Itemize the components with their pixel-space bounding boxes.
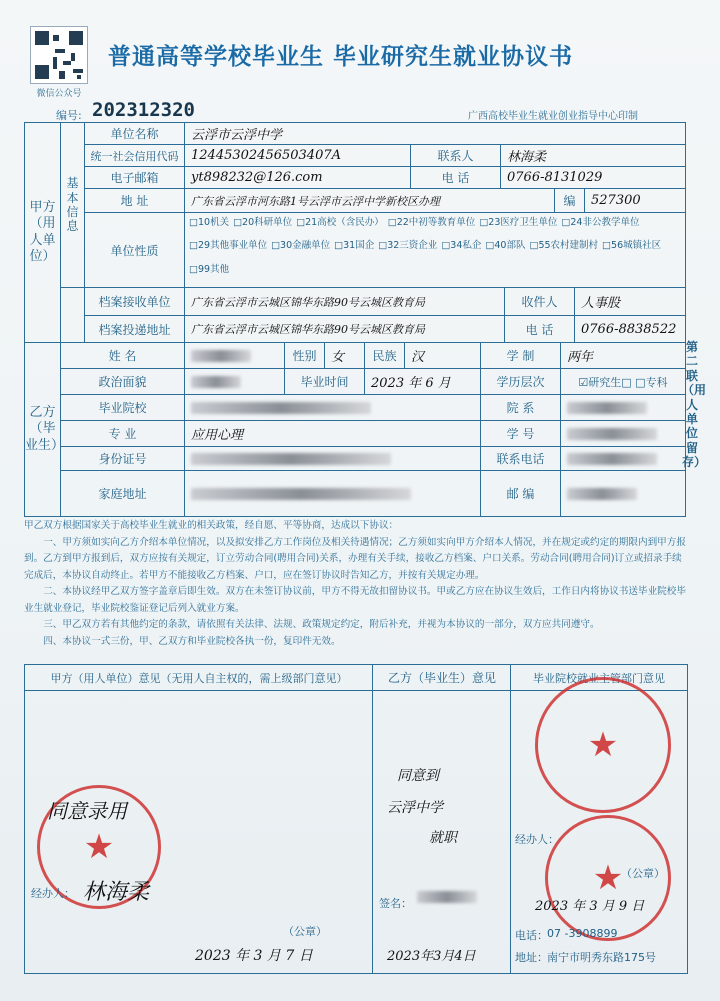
unit-name-value: 云浮市云浮中学 xyxy=(185,123,685,145)
major-value: 应用心理 xyxy=(185,421,481,447)
school-address-label: 地址： xyxy=(515,951,548,964)
unit-nature-option: □55农村建制村 xyxy=(529,240,599,252)
school-address: 南宁市明秀东路175号 xyxy=(547,951,656,964)
basic-info-label: 基本信息 xyxy=(61,123,85,288)
degree-label: 学历层次 xyxy=(481,369,561,395)
archive-address-label: 档案投递地址 xyxy=(85,316,185,343)
duration-label: 学 制 xyxy=(481,343,561,369)
id-value-redacted xyxy=(185,447,481,471)
duration-value: 两年 xyxy=(561,343,685,369)
archive-unit-value: 广东省云浮市云城区锦华东路90号云城区教育局 xyxy=(185,288,505,316)
party-a-handler-label: 经办人： xyxy=(31,887,75,900)
qr-code-icon xyxy=(30,26,88,84)
email-value: yt898232@126.com xyxy=(185,167,411,189)
phone-label: 电 话 xyxy=(411,167,501,189)
credit-code-label: 统一社会信用代码 xyxy=(85,145,185,167)
school-value-redacted xyxy=(185,395,481,421)
name-value-redacted xyxy=(185,343,285,369)
zip-value-redacted xyxy=(561,471,685,516)
unit-nature-option: □56城镇社区 xyxy=(602,240,662,252)
address-value: 广东省云浮市河东路1号云浮市云浮中学新校区办理 xyxy=(185,189,555,213)
political-label: 政治面貌 xyxy=(61,369,185,395)
party-b-date: 2023年3月4日 xyxy=(387,949,476,964)
school-seal-icon: ★ xyxy=(535,677,671,813)
school-phone: 07 -3908899 xyxy=(547,927,618,940)
contact-value: 林海柔 xyxy=(501,145,685,167)
printer-note: 广西高校毕业生就业创业指导中心印制 xyxy=(468,111,638,122)
postcode-label: 编 xyxy=(555,189,585,213)
credit-code-value: 12445302456503407A xyxy=(185,145,411,167)
home-value-redacted xyxy=(185,471,481,516)
copy-note: 第二联（用人单位留存） xyxy=(682,340,707,470)
party-b-signature-redacted xyxy=(417,889,477,907)
signature-table xyxy=(24,664,688,974)
major-label: 专 业 xyxy=(61,421,185,447)
qr-caption: 微信公众号 xyxy=(36,89,82,99)
home-label: 家庭地址 xyxy=(61,471,185,516)
receiver-value: 人事股 xyxy=(575,288,685,316)
party-a-opinion-header: 甲方（用人单位）意见（无用人自主权的，需上级部门意见） xyxy=(25,665,373,691)
ethnic-label: 民族 xyxy=(365,343,405,369)
grad-time-label: 毕业时间 xyxy=(285,369,365,395)
ethnic-value: 汉 xyxy=(405,343,481,369)
terms-clause-3: 三、甲乙双方若有其他约定的条款，请依照有关法律、法规、政策规定约定，附后补充，并视为本协议的一部分，双方应共同遵守。 xyxy=(43,619,600,630)
party-a-seal-icon: ★ xyxy=(37,785,161,909)
unit-nature-option: □20科研单位 xyxy=(233,217,293,228)
party-a-section-label: 甲方（用人单位） xyxy=(25,123,61,343)
unit-nature-option: □10机关 xyxy=(189,217,230,228)
unit-nature-option: □31国企 xyxy=(334,240,375,252)
contact-phone-label: 联系电话 xyxy=(481,447,561,471)
unit-nature-option: □30金融单位 xyxy=(271,240,331,252)
unit-nature-option: □32三资企业 xyxy=(378,240,438,252)
school-handler-label: 经办人： xyxy=(515,833,559,846)
unit-nature-option: □40部队 xyxy=(485,240,526,252)
party-a-date: 2023 年 3 月 7 日 xyxy=(195,948,313,964)
school-opinion-header: 毕业院校就业主管部门意见 xyxy=(511,665,687,691)
dept-value-redacted xyxy=(561,395,685,421)
terms-intro: 甲乙双方根据国家关于高校毕业生就业的相关政策，经自愿、平等协商，达成以下协议： xyxy=(24,520,399,531)
terms-clause-1: 一、甲方须如实向乙方介绍本单位情况，以及拟安排乙方工作岗位及相关待遇情况；乙方须如实向甲方介绍本人情况，并在规定或约定的期限内到甲方报到。乙方到甲方报到后，双方应按有关规定，订立劳动合同(聘用合同)关系，办理有关手续，接收乙方档案、户口关系。劳动合同(聘用合同)订立或招录手续完成后，本协议自动终止。若甲方不能接收乙方档案、户口，应在签订协议时告知乙方，并按有关规定办理。 xyxy=(24,536,686,581)
party-b-opinion-line-1: 同意到 xyxy=(397,768,439,784)
archive-spacer xyxy=(61,288,85,343)
receiver-label: 收件人 xyxy=(505,288,575,316)
contact-phone-value-redacted xyxy=(561,447,685,471)
school-phone-label: 电话： xyxy=(515,929,548,942)
document-title: 普通高等学校毕业生 毕业研究生就业协议书 xyxy=(108,44,574,70)
postcode-value: 527300 xyxy=(585,189,685,213)
terms-clause-2: 二、本协议经甲乙双方签字盖章后即生效。双方在未签订协议前，甲方不得无故扣留协议书。甲或乙方应在协议生效后，工作日内将协议书送毕业院校毕业生就业登记，毕业院校鉴证登记后列入就业方案。 xyxy=(24,586,686,614)
unit-nature-options xyxy=(185,213,685,288)
archive-phone-label: 电 话 xyxy=(505,316,575,343)
unit-nature-option: □21高校（含民办） xyxy=(296,217,384,228)
party-a-handler-signature: 林海柔 xyxy=(83,880,150,905)
address-label: 地 址 xyxy=(85,189,185,213)
agreement-form xyxy=(24,122,686,517)
party-b-opinion-line-2: 云浮中学 xyxy=(387,800,443,816)
school-date: 2023 年 3 月 9 日 xyxy=(535,899,645,914)
student-no-value-redacted xyxy=(561,421,685,447)
grad-time-value: 2023 年 6 月 xyxy=(365,369,481,395)
school-label: 毕业院校 xyxy=(61,395,185,421)
id-label: 身份证号 xyxy=(61,447,185,471)
party-b-opinion-header: 乙方（毕业生）意见 xyxy=(373,665,511,691)
serial-label: 编号: xyxy=(56,109,82,122)
school-seal-label: （公章） xyxy=(621,867,665,880)
zip-label: 邮 编 xyxy=(481,471,561,516)
unit-nature-option: □34私企 xyxy=(441,240,482,252)
phone-value: 0766-8131029 xyxy=(501,167,685,189)
email-label: 电子邮箱 xyxy=(85,167,185,189)
unit-nature-option: □22中初等教育单位 xyxy=(387,217,476,228)
unit-nature-label: 单位性质 xyxy=(85,213,185,288)
archive-unit-label: 档案接收单位 xyxy=(85,288,185,316)
party-b-section-label: 乙方（毕业生） xyxy=(25,343,61,516)
agreement-terms xyxy=(24,518,688,650)
party-b-opinion-line-3: 就职 xyxy=(429,830,457,846)
dept-label: 院 系 xyxy=(481,395,561,421)
gender-label: 性别 xyxy=(285,343,325,369)
unit-name-label: 单位名称 xyxy=(85,123,185,145)
student-no-label: 学 号 xyxy=(481,421,561,447)
terms-clause-4: 四、本协议一式三份，甲、乙双方和毕业院校各执一份，复印件无效。 xyxy=(43,635,341,647)
party-a-seal-label: （公章） xyxy=(283,925,327,938)
gender-value: 女 xyxy=(325,343,365,369)
degree-value: ☑研究生□ □专科 xyxy=(561,369,685,395)
party-a-opinion: 同意录用 xyxy=(47,799,127,823)
serial-number: 202312320 xyxy=(92,99,195,121)
archive-phone-value: 0766-8838522 xyxy=(575,316,685,343)
department-seal-icon: ★ xyxy=(545,815,671,941)
unit-nature-option: □23医疗卫生单位 xyxy=(479,217,558,228)
unit-nature-option: □24非公教学单位 xyxy=(561,217,640,228)
party-b-opinion-column xyxy=(373,665,511,973)
name-label: 姓 名 xyxy=(61,343,185,369)
unit-nature-option: □99其他 xyxy=(189,263,230,275)
unit-nature-option: □29其他事业单位 xyxy=(189,240,268,252)
contact-label: 联系人 xyxy=(411,145,501,167)
political-value-redacted xyxy=(185,369,285,395)
archive-address-value: 广东省云浮市云城区锦华东路90号云城区教育局 xyxy=(185,316,505,343)
party-b-sign-label: 签名： xyxy=(379,897,412,910)
